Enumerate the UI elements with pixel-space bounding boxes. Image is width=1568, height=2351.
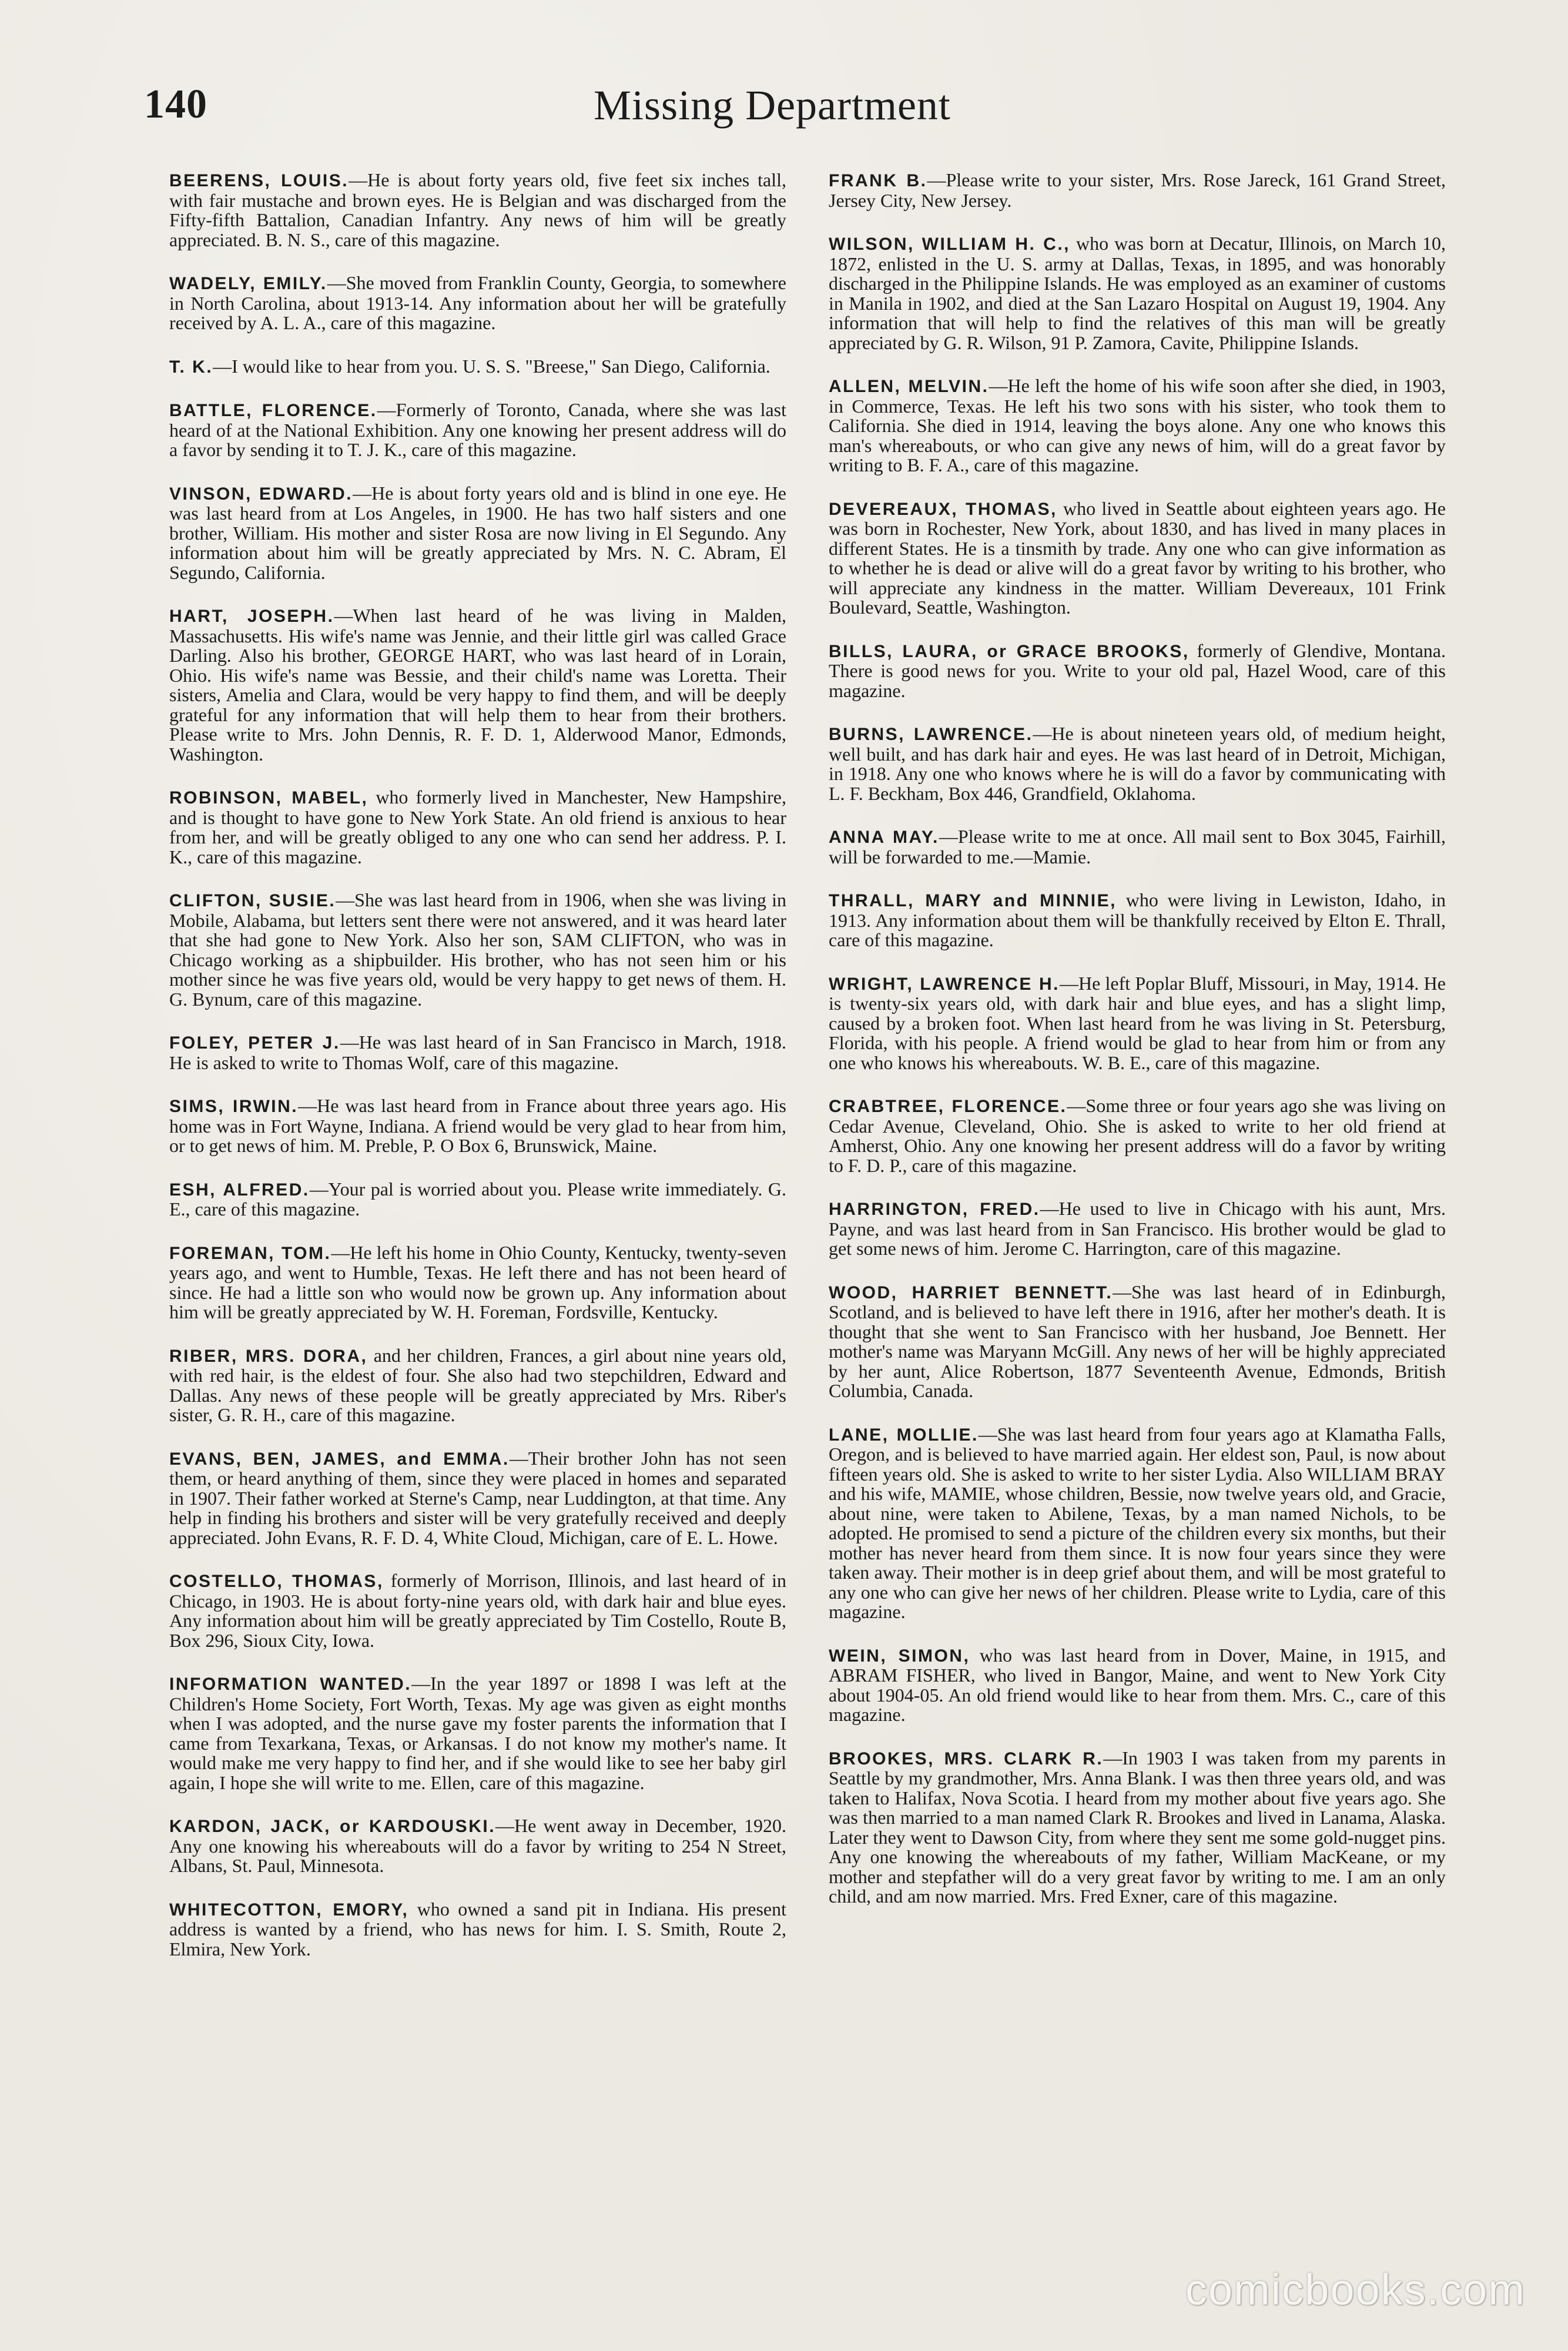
notice-name: BURNS, LAWRENCE. (829, 725, 1033, 744)
notice-text: —Formerly of Toronto, Canada, where she was last heard of at the National Exhibition. Any one knowing her present address will do a favor by sending it to T. J. K., care of this magazine. (169, 399, 787, 460)
notice-text: who owned a sand pit in Indiana. His present address is wanted by a friend, who has news for him. I. S. Smith, Route 2, Elmira, New York. (169, 1898, 786, 1960)
notice-text: —She was last heard from in 1906, when she was living in Mobile, Alabama, but letters sent there were not answered, and it was heard later that she had gone to New York. Also her son, SAM CLIFTON, who was in Chicago working as a shipbuilder. His brother, who has not seen him or his mother since he was five years old, would be very happy to get news of them. H. G. Bynum, care of this magazine. (169, 889, 787, 1010)
notice-name: VINSON, EDWARD. (169, 484, 353, 504)
notice-text: —Your pal is worried about you. Please write immediately. G. E., care of this magazine. (169, 1178, 787, 1220)
notice-entry (169, 890, 786, 1009)
notice-paragraph (169, 1449, 786, 1548)
notice-text: who formerly lived in Manchester, New Hampshire, and is thought to have gone to New York State. An old friend is anxious to hear from her, and will be greatly obliged to any one who can send her address. P. I. K., care of this magazine. (169, 786, 786, 868)
notice-name: HART, JOSEPH. (169, 607, 334, 626)
notice-paragraph (829, 724, 1446, 803)
notice-name: WEIN, SIMON, (829, 1646, 970, 1666)
notice-paragraph (829, 1425, 1446, 1622)
notice-entry (829, 1425, 1446, 1622)
notice-paragraph (829, 376, 1446, 475)
notice-entry (829, 890, 1446, 950)
notice-text: —She moved from Franklin County, Georgia, to somewhere in North Carolina, about 1913-14. Any information about her will be gratefully received by A. L. A., care of this magazine. (169, 272, 786, 333)
notice-entry (829, 1282, 1446, 1401)
notice-text: —He is about nineteen years old, of medium height, well built, and has dark hair and eyes. He was last heard of in Detroit, Michigan, in 1918. Any one who knows where he is will do a favor by communicating with L. F. Beckham, Box 446, Grandfield, Oklahoma. (829, 723, 1446, 804)
right-column (829, 170, 1446, 1930)
notice-entry (829, 234, 1446, 353)
notice-entry (829, 974, 1446, 1073)
notice-text: formerly of Morrison, Illinois, and last heard of in Chicago, in 1903. He is about forty-nine years old, with dark hair and blue eyes. Any information about him will be greatly appreciated by Tim Costello, Route B, Box 296, Sioux City, Iowa. (169, 1570, 786, 1651)
page-number: 140 (144, 82, 207, 127)
notice-paragraph (169, 170, 786, 250)
notice-name: WRIGHT, LAWRENCE H. (829, 974, 1060, 994)
notice-text: —He was last heard of in San Francisco in March, 1918. He is asked to write to Thomas Wolf, care of this magazine. (169, 1032, 786, 1073)
notice-text: —Some three or four years ago she was living on Cedar Avenue, Cleveland, Ohio. She is asked to write to her old friend at Amherst, Ohio. Any one knowing her present address will do a favor by writing to F. D. P., care of this magazine. (829, 1095, 1446, 1176)
notice-text: —Their brother John has not seen them, or heard anything of them, since they were placed in homes and separated in 1907. Their father worked at Sterne's Camp, near Luddington, at that time. Any help in finding his brothers and sister will be very gratefully received and deeply appreciated. John Evans, R. F. D. 4, White Cloud, Michigan, care of E. L. Howe. (169, 1447, 786, 1548)
notice-name: FRANK B. (829, 171, 927, 190)
notice-entry (169, 273, 786, 333)
notice-entry (169, 1900, 786, 1960)
notice-name: DEVEREAUX, THOMAS, (829, 499, 1057, 519)
notice-name: ALLEN, MELVIN. (829, 377, 989, 396)
notice-paragraph (829, 827, 1446, 867)
notice-text: who lived in Seattle about eighteen years ago. He was born in Rochester, New York, about 1830, and has lived in many places in different States. He is a tinsmith by trade. Any one who can give information as to whether he is dead or alive will do a great favor by writing to his brother, who will appreciate any kindness in the matter. William Devereaux, 101 Frink Boulevard, Seattle, Washington. (829, 497, 1446, 618)
notice-paragraph (829, 1646, 1446, 1725)
notice-paragraph (829, 1749, 1446, 1907)
notice-name: ROBINSON, MABEL, (169, 788, 368, 808)
notice-text: —He left the home of his wife soon after she died, in 1903, in Commerce, Texas. He left his two sons with his sister, who took them to California. She died in 1914, leaving the boys alone. Any one who knows this man's whereabouts, or who can give any news of him, will do a great favor by writing to B. F. A., care of this magazine. (829, 375, 1446, 475)
notice-entry (829, 641, 1446, 701)
notice-name: COSTELLO, THOMAS, (169, 1572, 384, 1591)
notice-entry (169, 484, 786, 583)
notice-entry (829, 1646, 1446, 1725)
notice-entry (169, 1449, 786, 1548)
notice-entry (169, 1346, 786, 1425)
notice-paragraph (829, 641, 1446, 701)
notice-name: WILSON, WILLIAM H. C., (829, 235, 1071, 254)
notice-text: —When last heard of he was living in Malden, Massachusetts. His wife's name was Jennie, and their little girl was called Grace Darling. Also his brother, GEORGE HART, who was last heard of in Lorain, Ohio. His wife's name was Bessie, and their child's name was Loretta. Their sisters, Amelia and Clara, would be very happy to find them, and will be deeply grateful for any information that will help them to hear from their brothers. Please write to Mrs. John Dennis, R. F. D. 1, Alderwood Manor, Edmonds, Washington. (169, 605, 787, 765)
notice-paragraph (829, 1282, 1446, 1401)
notice-name: T. K. (169, 357, 213, 377)
notice-name: WHITECOTTON, EMORY, (169, 1900, 409, 1920)
notice-paragraph (829, 234, 1446, 353)
notice-text: who was last heard from in Dover, Maine, in 1915, and ABRAM FISHER, who lived in Bangor, Maine, and went to New York City about 1904-05. An old friend would like to hear from them. Mrs. C., care of this magazine. (829, 1644, 1446, 1725)
notice-name: FOLEY, PETER J. (169, 1033, 340, 1053)
notice-entry (169, 1571, 786, 1650)
notice-name: THRALL, MARY and MINNIE, (829, 891, 1117, 910)
notice-entry (829, 1199, 1446, 1259)
notice-name: KARDON, JACK, or KARDOUSKI. (169, 1817, 496, 1836)
notice-paragraph (169, 273, 786, 333)
left-column (169, 170, 786, 1982)
notice-entry (169, 1243, 786, 1322)
notice-entry (829, 724, 1446, 803)
notice-text: —I would like to hear from you. U. S. S. "Breese," San Diego, California. (213, 355, 770, 377)
notice-paragraph (169, 1180, 786, 1220)
notice-text: and her children, Frances, a girl about nine years old, with red hair, is the eldest of four. She also had two stepchildren, Edward and Dallas. Any news of these people will be greatly appreciated by Mrs. Riber's sister, G. R. H., care of this magazine. (169, 1344, 787, 1425)
notice-text: —Please write to me at once. All mail sent to Box 3045, Fairhill, will be forwarded to me.—Mamie. (829, 826, 1446, 868)
notice-paragraph (829, 890, 1446, 950)
notice-entry (169, 170, 786, 250)
notice-paragraph (169, 1243, 786, 1322)
notice-paragraph (829, 1096, 1446, 1176)
notice-entry (169, 1033, 786, 1073)
notice-text: —She was last heard of in Edinburgh, Scotland, and is believed to have left there in 1916, after her mother's death. It is thought that she went to San Francisco with her husband, Joe Bennett. Her mother's name was Maryann McGill. Any news of her will be highly appreciated by her aunt, Alice Robertson, 1877 Seventeenth Avenue, Edmonds, British Columbia, Canada. (829, 1281, 1446, 1401)
notice-text: —In 1903 I was taken from my parents in Seattle by my grandmother, Mrs. Anna Blank. I was then three years old, and was taken to Halifax, Nova Scotia. I heard from my mother about five years ago. She was then married to a man named Clark R. Brookes and lived in Lanama, Alaska. Later they went to Dawson City, from where they sent me some gold-nugget pins. Any one knowing the whereabouts of my father, William MacKeane, or my mother and stepfather will do a very great favor by writing to me. I am an only child, and am now married. Mrs. Fred Exner, care of this magazine. (829, 1747, 1446, 1907)
notice-paragraph (169, 357, 786, 377)
notice-name: BROOKES, MRS. CLARK R. (829, 1749, 1104, 1769)
notice-name: WADELY, EMILY. (169, 274, 327, 293)
notice-paragraph (829, 170, 1446, 210)
notice-text: —He is about forty years old, five feet six inches tall, with fair mustache and brown eyes. He is Belgian and was discharged from the Fifty-fifth Battalion, Canadian Infantry. Any news of him will be greatly appreciated. B. N. S., care of this magazine. (169, 169, 787, 250)
notice-name: ESH, ALFRED. (169, 1180, 310, 1200)
notice-text: —He is about forty years old and is blind in one eye. He was last heard from at Los Angeles, in 1900. He has two half sisters and one brother, William. His mother and sister Rosa are now living in El Segundo. Any information about him will be greatly appreciated by Mrs. N. C. Abram, El Segundo, California. (169, 482, 787, 583)
notice-entry (169, 788, 786, 867)
notice-name: INFORMATION WANTED. (169, 1674, 412, 1694)
notice-entry (829, 499, 1446, 618)
notice-text: —He went away in December, 1920. Any one knowing his whereabouts will do a favor by writing to 254 N Street, Albans, St. Paul, Minnesota. (169, 1815, 786, 1876)
notice-name: CLIFTON, SUSIE. (169, 891, 336, 910)
notice-entry (829, 1096, 1446, 1176)
notice-paragraph (169, 1346, 786, 1425)
notice-entry (169, 1096, 786, 1156)
notice-paragraph (169, 1816, 786, 1876)
notice-entry (829, 376, 1446, 475)
notice-text: —Please write to your sister, Mrs. Rose Jareck, 161 Grand Street, Jersey City, New Jersey. (829, 169, 1446, 211)
watermark-logo: comicbooks.com (1185, 2265, 1526, 2314)
notice-paragraph (169, 1571, 786, 1650)
notice-name: BILLS, LAURA, or GRACE BROOKS, (829, 641, 1190, 661)
notice-name: CRABTREE, FLORENCE. (829, 1097, 1067, 1116)
notice-text: —She was last heard from four years ago at Klamatha Falls, Oregon, and is believed to have married again. Her eldest son, Paul, is now about fifteen years old. She is asked to write to her sister Lydia. Also WILLIAM BRAY and his wife, MAMIE, whose children, Bessie, now twelve years old, and Gracie, about nine, were taken to Abilene, Texas, by a man named Nichols, to be adopted. He promised to send a picture of the children every six months, but their mother has never heard from them since. It is now four years since they were taken away. Their mother is in deep grief about them, and will be most grateful to any one who can give her news of her children. Please write to Lydia, care of this magazine. (829, 1423, 1446, 1622)
notice-name: FOREMAN, TOM. (169, 1243, 331, 1263)
notice-entry (829, 827, 1446, 867)
notice-entry (169, 357, 786, 377)
notice-name: HARRINGTON, FRED. (829, 1200, 1040, 1219)
notice-entry (169, 1674, 786, 1793)
notice-paragraph (169, 400, 786, 460)
notice-paragraph (169, 1096, 786, 1156)
notice-name: ANNA MAY. (829, 828, 939, 847)
notice-paragraph (169, 1674, 786, 1793)
notice-text: —In the year 1897 or 1898 I was left at the Children's Home Society, Fort Worth, Texas. My age was given as eight months when I was adopted, and the nurse gave my foster parents the information that I came from Texarkana, Texas, or Arkansas. I do not know my mother's name. It would make me very happy to find her, and if she would like to see her baby girl again, I hope she will write to me. Ellen, care of this magazine. (169, 1673, 786, 1793)
notice-paragraph (829, 974, 1446, 1073)
notice-name: BEERENS, LOUIS. (169, 171, 349, 190)
notice-text: who was born at Decatur, Illinois, on March 10, 1872, enlisted in the U. S. army at Dallas, Texas, in 1895, and was honorably discharged in the Philippine Islands. He was employed as an examiner of customs in Manila in 1902, and died at the San Lazaro Hospital on August 19, 1904. Any information that will help to find the relatives of this man will be greatly appreciated by G. R. Wilson, 91 P. Zamora, Cavite, Philippine Islands. (829, 233, 1446, 353)
notice-name: EVANS, BEN, JAMES, and EMMA. (169, 1449, 510, 1469)
notice-name: LANE, MOLLIE. (829, 1425, 979, 1445)
notice-paragraph (829, 1199, 1446, 1259)
notice-paragraph (169, 606, 786, 764)
notice-text: —He was last heard from in France about three years ago. His home was in Fort Wayne, Indiana. A friend would be very glad to hear from him, or to get news of him. M. Preble, P. O Box 6, Brunswick, Maine. (169, 1095, 787, 1156)
notice-entry (829, 1749, 1446, 1907)
notice-entry (829, 170, 1446, 210)
notice-entry (169, 400, 786, 460)
notice-paragraph (169, 788, 786, 867)
notice-paragraph (169, 1033, 786, 1073)
notice-name: SIMS, IRWIN. (169, 1097, 299, 1116)
notice-entry (169, 606, 786, 764)
notice-text: formerly of Glendive, Montana. There is good news for you. Write to your old pal, Hazel Wood, care of this magazine. (829, 639, 1446, 701)
notice-text: —He used to live in Chicago with his aunt, Mrs. Payne, and was last heard from in San Francisco. His brother would be glad to get some news of him. Jerome C. Harrington, care of this magazine. (829, 1198, 1446, 1259)
notice-text: who were living in Lewiston, Idaho, in 1913. Any information about them will be thankfully received by Elton E. Thrall, care of this magazine. (829, 889, 1446, 950)
notice-text: —He left Poplar Bluff, Missouri, in May, 1914. He is twenty-six years old, with dark hair and blue eyes, and has a slight limp, caused by a broken foot. When last heard from he was living in St. Petersburg, Florida, with his people. A friend would be glad to hear from him or from any one who knows his whereabouts. W. B. E., care of this magazine. (829, 972, 1446, 1073)
page-title: Missing Department (594, 82, 951, 129)
notice-entry (169, 1180, 786, 1220)
notice-name: RIBER, MRS. DORA, (169, 1346, 368, 1366)
notice-entry (169, 1816, 786, 1876)
notice-name: BATTLE, FLORENCE. (169, 401, 377, 420)
notice-name: WOOD, HARRIET BENNETT. (829, 1282, 1113, 1302)
notice-paragraph (169, 1900, 786, 1960)
notice-text: —He left his home in Ohio County, Kentucky, twenty-seven years ago, and went to Humble, Texas. He left there and has not been heard of since. He had a little son who would now be grown up. Any information about him will be greatly appreciated by W. H. Foreman, Fordsville, Kentucky. (169, 1241, 786, 1322)
notice-paragraph (169, 890, 786, 1009)
notice-paragraph (169, 484, 786, 583)
notice-paragraph (829, 499, 1446, 618)
